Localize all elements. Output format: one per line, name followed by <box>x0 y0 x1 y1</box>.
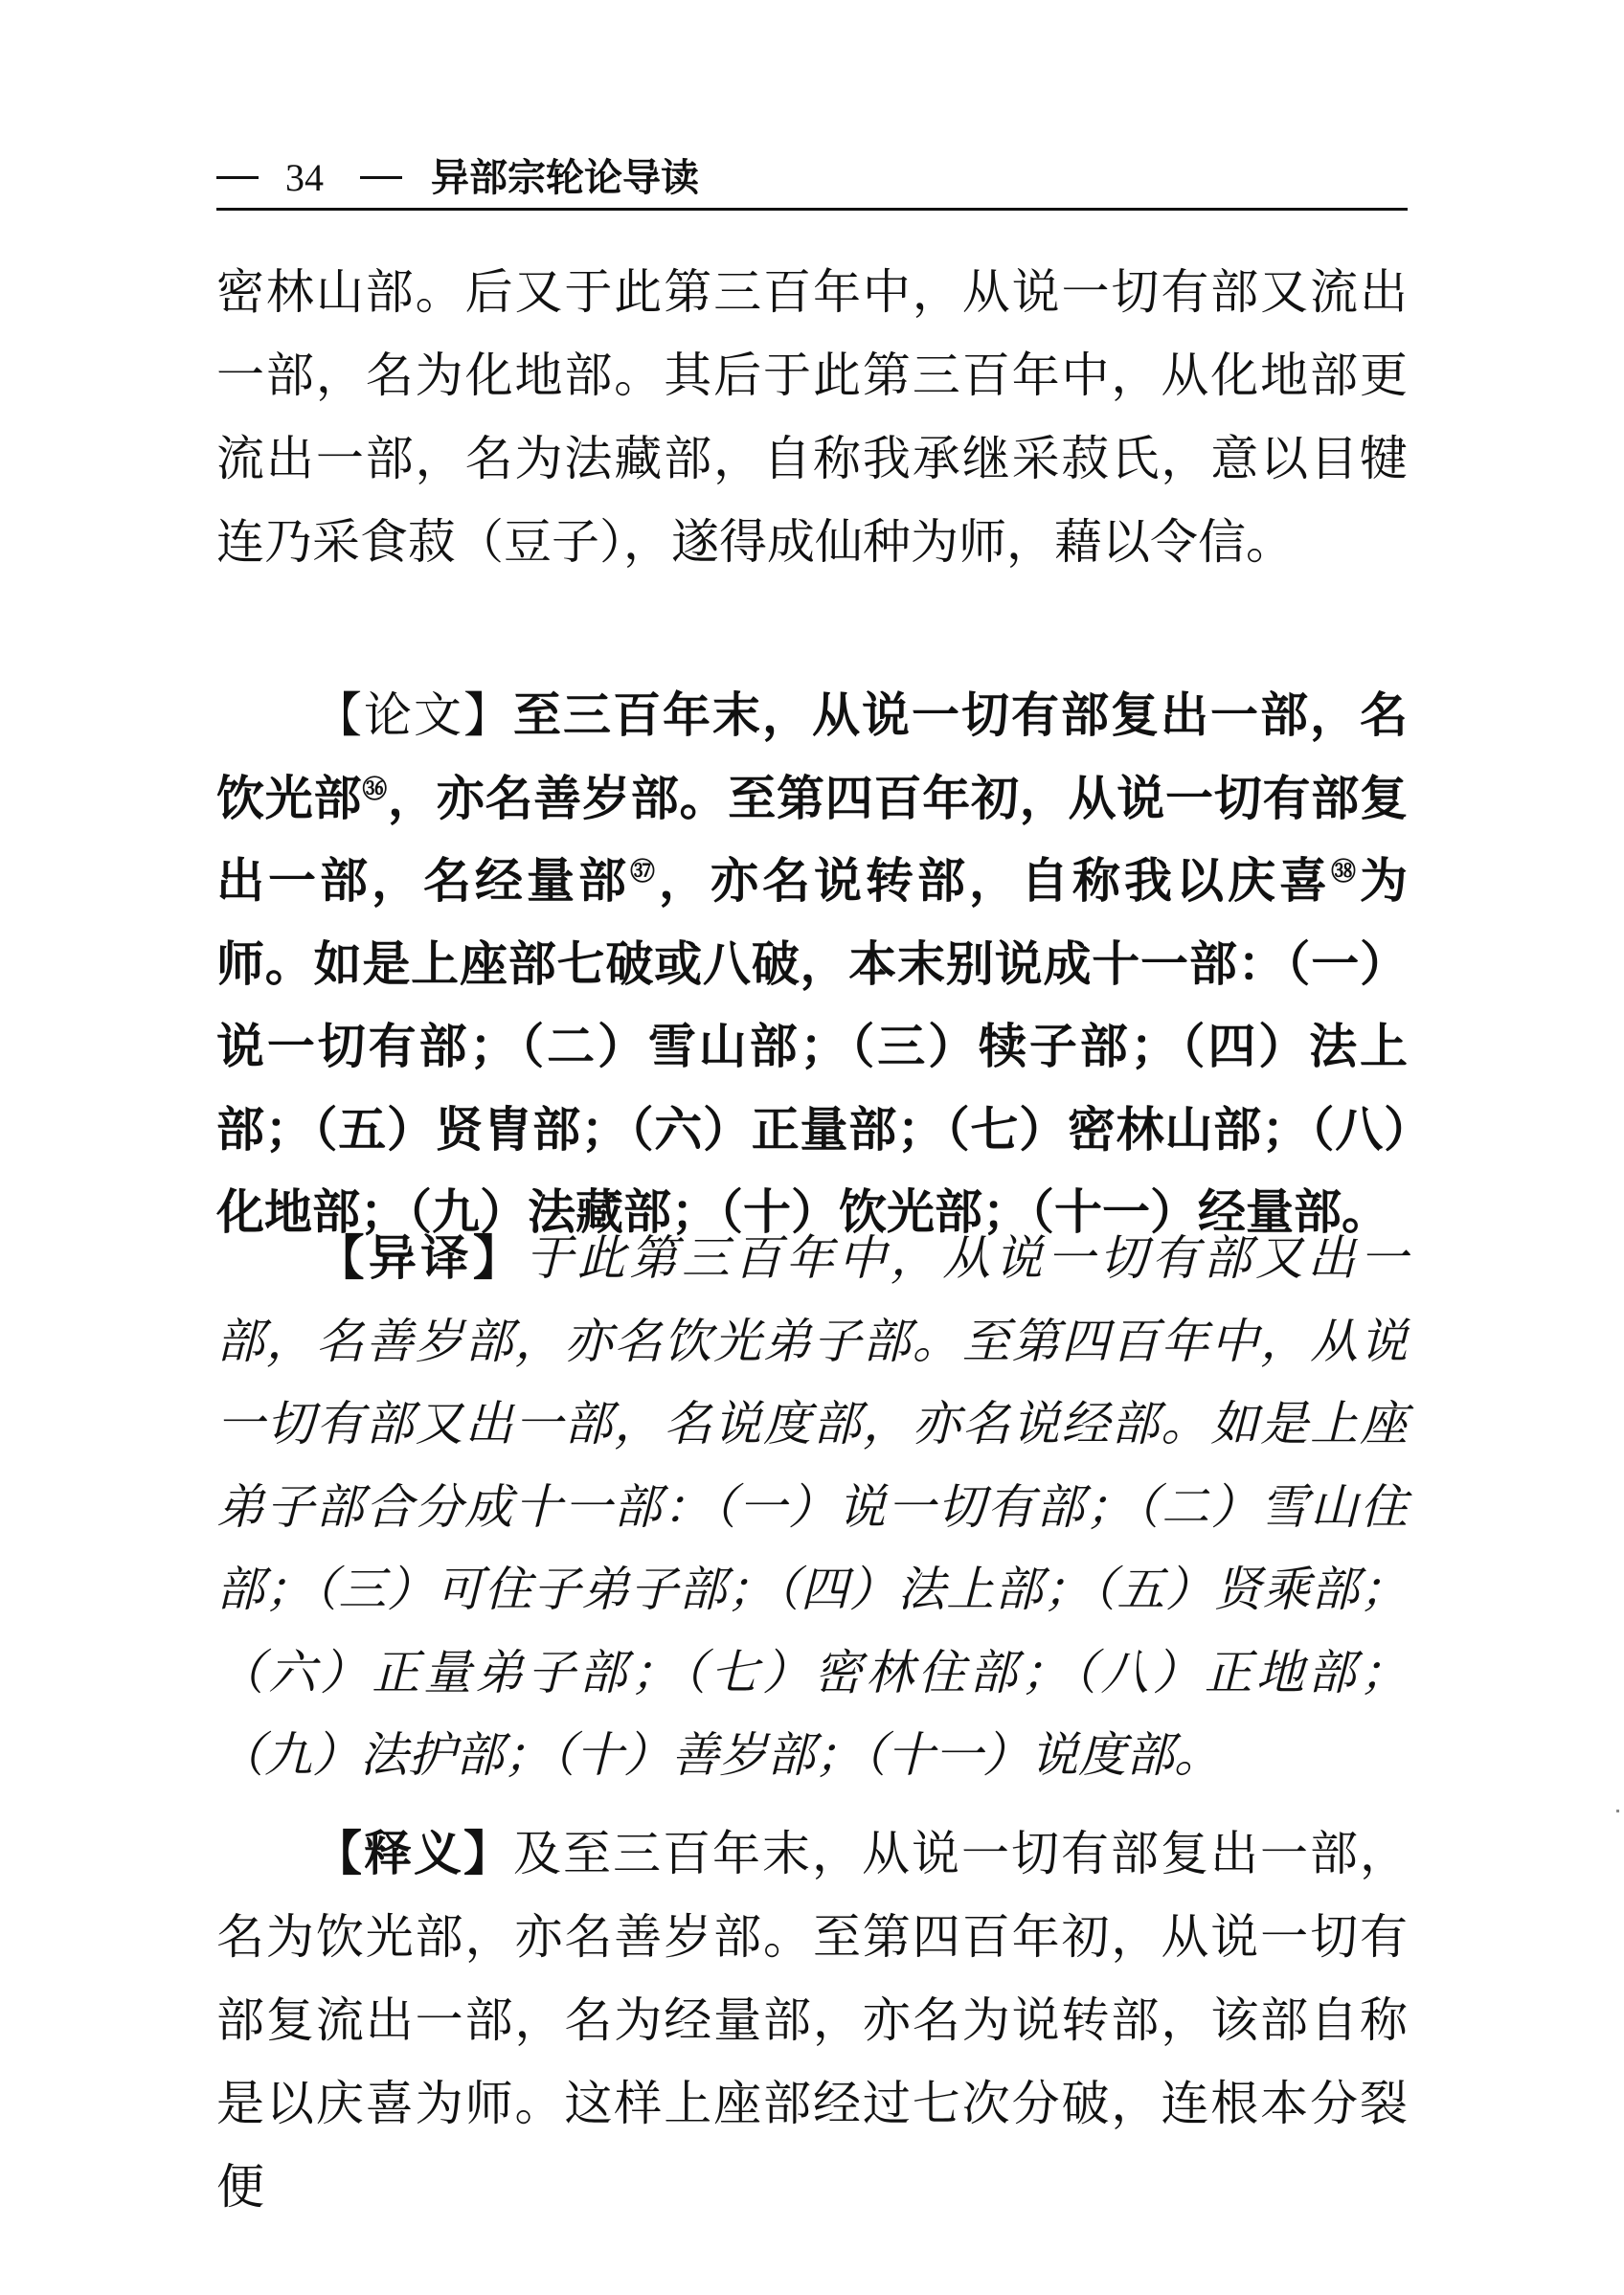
section-label-shiyi: 【释义】 <box>312 1825 513 1881</box>
paragraph-yiyi <box>216 1217 1408 1797</box>
page-number: 34 <box>285 156 324 199</box>
lunwen-text-3: ，亦名说转部，自称我以庆喜 <box>655 853 1331 909</box>
lunwen-text-4: 为师。如是上座部七破或八破，本末别说成十一部：（一）说一切有部；（二）雪山部；（三）犊子部；（四）法上部；（五）贤胄部；（六）正量部；（七）密林山部；（八）化地部；（九）法藏部；（十）饮光部；（十一）经量部。 <box>216 853 1409 1240</box>
paragraph-lunwen <box>216 674 1408 1254</box>
header-dash-left <box>216 176 259 179</box>
paragraph-shiyi <box>216 1811 1408 2229</box>
yiyi-text: 于此第三百年中，从说一切有部又出一部，名善岁部，亦名饮光弟子部。至第四百年中，从说一切有部又出一部，名说度部，亦名说经部。如是上座弟子部合分成十一部：（一）说一切有部；（二）雪山住部；（三）可住子弟子部；（四）法上部；（五）贤乘部；（六）正量弟子部；（七）密林住部；（八）正地部；（九）法护部；（十）善岁部；（十一）说度部。 <box>216 1230 1409 1783</box>
section-label-lunwen: 【论文】 <box>312 687 513 743</box>
footnote-marker-36: ㊱ <box>362 775 388 804</box>
footnote-marker-37: ㊲ <box>630 858 656 888</box>
lunwen-text-1: 至三百年末，从说一切有部复出一部，名饮光部 <box>216 687 1408 826</box>
scan-speck <box>1616 1810 1619 1812</box>
header-dash-right <box>360 176 402 179</box>
book-title: 异部宗轮论导读 <box>431 156 699 200</box>
footnote-marker-38: ㊳ <box>1331 858 1357 888</box>
header-rule <box>216 208 1408 211</box>
lunwen-text-2: ，亦名善岁部。至第四百年初，从说一切有部复出一部，名经量部 <box>216 770 1409 909</box>
shiyi-text: 及至三百年末，从说一切有部复出一部，名为饮光部，亦名善岁部。至第四百年初，从说一切有部复流出一部，名为经量部，亦名为说转部，该部自称是以庆喜为师。这样上座部经过七次分破，连根本分裂便 <box>216 1826 1408 2215</box>
section-label-yiyi: 【异译】 <box>312 1229 526 1286</box>
paragraph-continuation: 密林山部。后又于此第三百年中，从说一切有部又流出一部，名为化地部。其后于此第三百年中，从化地部更流出一部，名为法藏部，自称我承继采菽氏，意以目犍连乃采食菽（豆子），遂得成仙种为师，藉以令信。 <box>216 264 1408 570</box>
running-header <box>216 151 1408 209</box>
